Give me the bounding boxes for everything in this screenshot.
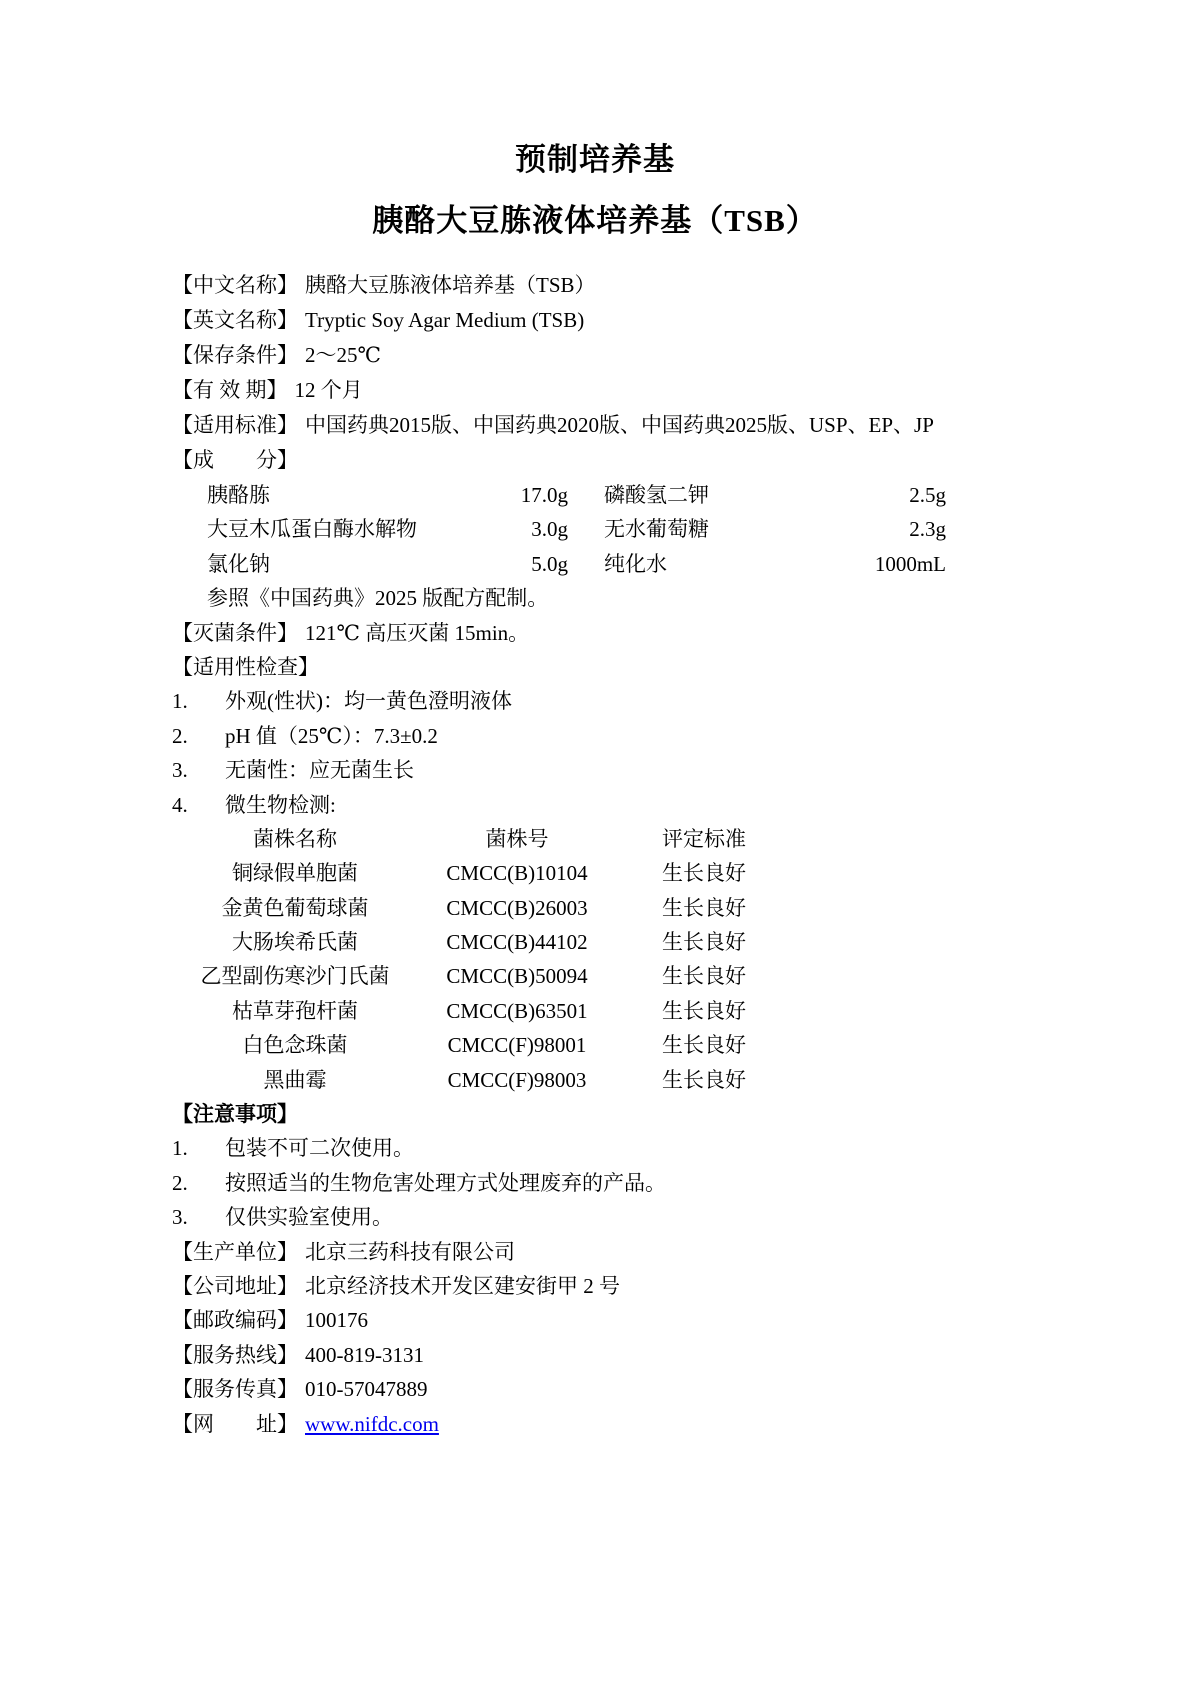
item-number: 4. bbox=[172, 792, 188, 817]
composition-note: 参照《中国药典》2025 版配方配制。 bbox=[207, 586, 549, 611]
strain-result: 生长良好 bbox=[662, 1033, 746, 1058]
ingredient-name: 无水葡萄糖 bbox=[604, 517, 709, 542]
list-item-sterility bbox=[172, 753, 1018, 787]
ingredient-name: 磷酸氢二钾 bbox=[604, 483, 709, 507]
ingredient-name: 大豆木瓜蛋白酶水解物 bbox=[207, 517, 417, 542]
strain-result: 生长良好 bbox=[662, 861, 746, 886]
field-service-hotline bbox=[172, 1338, 1018, 1372]
field-value: 400-819-3131 bbox=[305, 1342, 424, 1367]
column-header: 菌株号 bbox=[485, 826, 549, 851]
field-storage-condition bbox=[172, 338, 1018, 373]
field-service-fax bbox=[172, 1372, 1018, 1406]
field-label: 【邮政编码】 bbox=[172, 1308, 298, 1333]
strain-number: CMCC(B)50094 bbox=[446, 964, 588, 989]
field-label: 【英文名称】 bbox=[172, 308, 298, 332]
strain-number: CMCC(B)63501 bbox=[446, 998, 588, 1023]
field-value: 100176 bbox=[305, 1308, 368, 1333]
ingredient-amount: 5.0g bbox=[531, 551, 568, 576]
strain-table-row bbox=[172, 1063, 1018, 1097]
strain-name: 枯草芽孢杆菌 bbox=[232, 998, 358, 1023]
field-composition bbox=[172, 443, 1018, 478]
field-label: 【生产单位】 bbox=[172, 1239, 298, 1264]
item-number: 3. bbox=[172, 758, 188, 783]
ingredient-row bbox=[207, 547, 946, 581]
field-value: 中国药典2015版、中国药典2020版、中国药典2025版、USP、EP、JP bbox=[305, 413, 934, 437]
field-value: 010-57047889 bbox=[305, 1377, 428, 1402]
field-value: Tryptic Soy Agar Medium (TSB) bbox=[305, 308, 585, 332]
strain-result: 生长良好 bbox=[662, 964, 746, 989]
field-label: 【服务热线】 bbox=[172, 1342, 298, 1367]
strain-table-row bbox=[172, 1028, 1018, 1062]
ingredient-row bbox=[207, 512, 946, 546]
item-text: pH 值（25℃）：7.3±0.2 bbox=[225, 723, 438, 748]
ingredient-amount: 3.0g bbox=[531, 517, 568, 542]
ingredient-amount: 2.5g bbox=[909, 483, 946, 507]
field-label: 【公司地址】 bbox=[172, 1273, 298, 1298]
strain-table-row bbox=[172, 856, 1018, 890]
strain-result: 生长良好 bbox=[662, 895, 746, 920]
strain-number: CMCC(B)10104 bbox=[446, 861, 588, 886]
field-label: 【服务传真】 bbox=[172, 1377, 298, 1402]
field-value: 北京三药科技有限公司 bbox=[305, 1239, 515, 1264]
column-header: 菌株名称 bbox=[253, 826, 337, 851]
strain-table-row bbox=[172, 959, 1018, 993]
strain-number: CMCC(F)98003 bbox=[447, 1067, 587, 1092]
strain-table-row bbox=[172, 925, 1018, 959]
field-shelf-life bbox=[172, 373, 1018, 408]
page-title: 预制培养基 bbox=[515, 142, 675, 177]
strain-table-header bbox=[172, 822, 1018, 856]
strain-result: 生长良好 bbox=[662, 930, 746, 955]
item-number: 3. bbox=[172, 1205, 188, 1230]
strain-table-row bbox=[172, 891, 1018, 925]
strain-name: 金黄色葡萄球菌 bbox=[221, 895, 369, 920]
field-label: 【有 效 期】 bbox=[172, 378, 288, 402]
item-text: 外观(性状)：均一黄色澄明液体 bbox=[225, 689, 512, 714]
item-text: 微生物检测: bbox=[225, 792, 336, 817]
item-number: 2. bbox=[172, 1170, 188, 1195]
field-postal-code bbox=[172, 1303, 1018, 1337]
field-value: 北京经济技术开发区建安街甲 2 号 bbox=[305, 1273, 620, 1298]
notice-item bbox=[172, 1166, 1018, 1200]
item-text: 包装不可二次使用。 bbox=[225, 1136, 414, 1161]
strain-number: CMCC(F)98001 bbox=[447, 1033, 587, 1058]
field-label: 【网 址】 bbox=[172, 1411, 298, 1436]
suitability-check-heading: 【适用性检查】 bbox=[172, 654, 319, 679]
strain-name: 黑曲霉 bbox=[263, 1067, 327, 1092]
field-company-address bbox=[172, 1269, 1018, 1303]
field-sterilization-condition bbox=[172, 616, 1018, 650]
list-item-appearance bbox=[172, 684, 1018, 718]
item-number: 1. bbox=[172, 1136, 188, 1161]
list-item-microbial-test bbox=[172, 788, 1018, 822]
field-chinese-name bbox=[172, 268, 1018, 303]
strain-number: CMCC(B)26003 bbox=[446, 895, 588, 920]
field-label: 【成 分】 bbox=[172, 448, 298, 472]
column-header: 评定标准 bbox=[662, 826, 746, 851]
field-manufacturer bbox=[172, 1235, 1018, 1269]
field-value: 2～25℃ bbox=[305, 343, 381, 367]
ingredient-row bbox=[207, 478, 946, 512]
strain-name: 大肠埃希氏菌 bbox=[232, 930, 358, 955]
item-number: 2. bbox=[172, 723, 188, 748]
item-number: 1. bbox=[172, 689, 188, 714]
strain-name: 铜绿假单胞菌 bbox=[232, 861, 358, 886]
notice-item bbox=[172, 1131, 1018, 1165]
notices-heading: 【注意事项】 bbox=[172, 1102, 298, 1127]
strain-result: 生长良好 bbox=[662, 1067, 746, 1092]
field-label: 【适用标准】 bbox=[172, 413, 298, 437]
strain-name: 白色念珠菌 bbox=[242, 1033, 348, 1058]
field-label: 【灭菌条件】 bbox=[172, 620, 298, 645]
ingredient-name: 纯化水 bbox=[604, 551, 667, 576]
website-link[interactable]: www.nifdc.com bbox=[305, 1411, 439, 1436]
item-text: 无菌性：应无菌生长 bbox=[225, 758, 414, 783]
field-label: 【中文名称】 bbox=[172, 273, 298, 297]
strain-result: 生长良好 bbox=[662, 998, 746, 1023]
strain-number: CMCC(B)44102 bbox=[446, 930, 588, 955]
ingredient-amount: 17.0g bbox=[520, 483, 568, 507]
ingredient-amount: 1000mL bbox=[874, 551, 946, 576]
ingredient-name: 胰酪胨 bbox=[207, 483, 270, 507]
field-value: 胰酪大豆胨液体培养基（TSB） bbox=[305, 273, 596, 297]
item-text: 按照适当的生物危害处理方式处理废弃的产品。 bbox=[225, 1170, 666, 1195]
page-subtitle: 胰酪大豆胨液体培养基（TSB） bbox=[372, 203, 818, 238]
strain-name: 乙型副伤寒沙门氏菌 bbox=[200, 964, 390, 989]
ingredient-name: 氯化钠 bbox=[207, 551, 270, 576]
field-website bbox=[172, 1407, 1018, 1441]
ingredient-amount: 2.3g bbox=[909, 517, 946, 542]
field-value: 12 个月 bbox=[294, 378, 363, 402]
field-label: 【保存条件】 bbox=[172, 343, 298, 367]
notice-item bbox=[172, 1200, 1018, 1234]
item-text: 仅供实验室使用。 bbox=[225, 1205, 393, 1230]
field-english-name bbox=[172, 303, 1018, 338]
list-item-ph bbox=[172, 719, 1018, 753]
field-value: 121℃ 高压灭菌 15min。 bbox=[305, 620, 530, 645]
strain-table-row bbox=[172, 994, 1018, 1028]
field-applicable-standards bbox=[172, 408, 1018, 443]
